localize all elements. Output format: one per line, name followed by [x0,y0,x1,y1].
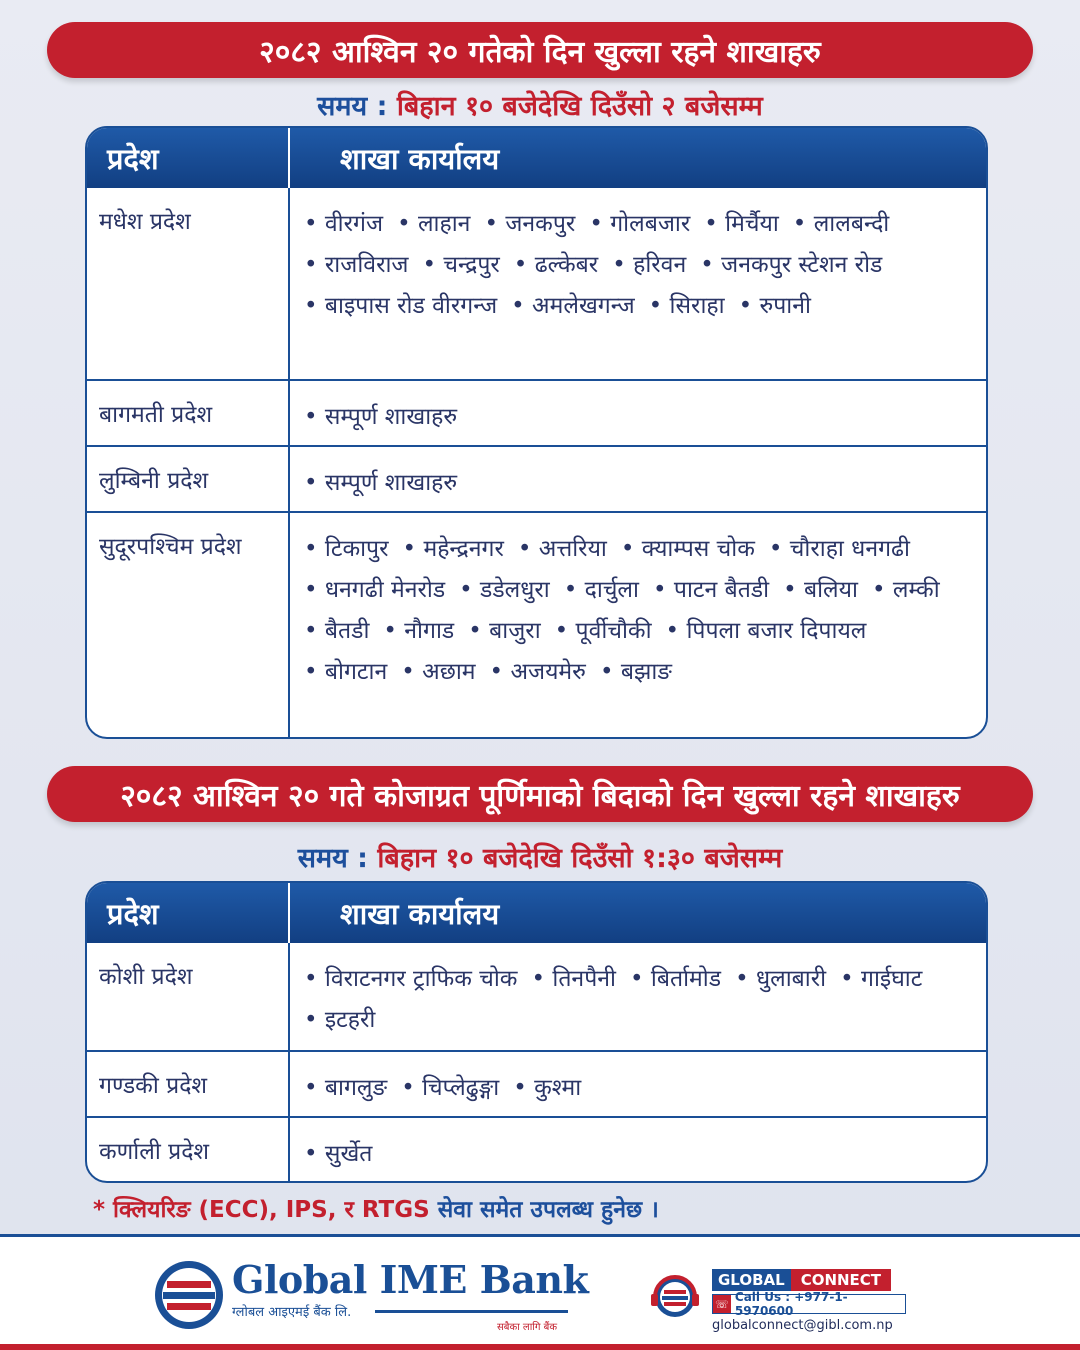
province-cell: लुम्बिनी प्रदेश [87,447,290,511]
branch-item: • पाटन बैतडी [653,570,769,611]
table-header [87,883,986,943]
section2-time [0,838,1080,875]
branch-item: • बैतडी [304,611,369,652]
province-cell: कोशी प्रदेश [87,943,290,1050]
bank-underline [375,1310,568,1313]
note-star: * [93,1197,106,1223]
phone-icon: ☏ [713,1295,731,1313]
table-row [87,511,986,739]
branch-item: • बलिया [783,570,858,611]
branch-item: • टिकापुर [304,529,389,570]
footer-red-strip [0,1344,1080,1350]
section1-table [85,126,988,739]
table-row [87,943,986,1050]
branches-cell [290,513,986,739]
branch-item: • महेन्द्रनगर [403,529,504,570]
header-branch-office: शाखा कार्यालय [340,896,500,931]
branch-item: • बझाङ [600,652,672,693]
branches-cell [290,447,986,511]
branch-item: • बागलुङ [304,1068,387,1109]
section1-time [0,86,1080,123]
branch-item: • चौराहा धनगढी [769,529,910,570]
global-connect-title [712,1269,891,1291]
branch-item: • धनगढी मेनरोड [304,570,445,611]
branch-item: • डडेलधुरा [459,570,550,611]
branch-item: • विराटनगर ट्राफिक चोक [304,959,517,1000]
section2-table [85,881,988,1183]
header-branch-office: शाखा कार्यालय [340,141,500,176]
headset-icon [647,1267,703,1323]
time-label: समय : [297,843,368,874]
branch-item: • मिर्चैया [704,204,779,245]
call-us-box[interactable] [712,1290,906,1318]
section2-banner: २०८२ आश्विन २० गते कोजाग्रत पूर्णिमाको बिदाको दिन खुल्ला रहने शाखाहरु [47,766,1033,822]
branch-item: • इटहरी [304,1000,375,1041]
table-row [87,445,986,511]
time-value: बिहान १० बजेदेखि दिउँसो २ बजेसम्म [396,91,763,122]
call-us-number: Call Us : +977-1-5970600 [734,1290,848,1318]
branch-item: • गाईघाट [840,959,922,1000]
branch-item: • पिपला बजार दिपायल [666,611,867,652]
contact-email[interactable]: globalconnect@gibl.com.np [712,1318,893,1333]
time-value: बिहान १० बजेदेखि दिउँसो १:३० बजेसम्म [377,843,783,874]
province-cell: मधेश प्रदेश [87,188,290,379]
branch-item: • सम्पूर्ण शाखाहरु [304,463,457,504]
note-availability: सेवा समेत उपलब्ध हुनेछ । [437,1197,659,1223]
table-row [87,188,986,379]
province-cell: बागमती प्रदेश [87,381,290,445]
branch-item: • लालबन्दी [793,204,889,245]
branch-item: • जनकपुर [484,204,575,245]
province-cell: सुदूरपश्चिम प्रदेश [87,513,290,739]
branch-item: • अमलेखगन्ज [511,286,635,327]
branch-item: • कुश्मा [513,1068,581,1109]
branches-cell [290,381,986,445]
branch-item: • वीरगंज [304,204,383,245]
branches-cell [290,188,986,379]
branch-item: • हरिवन [612,245,686,286]
table-row [87,379,986,445]
branch-item: • राजविराज [304,245,409,286]
branch-item: • चन्द्रपुर [423,245,500,286]
branch-item: • क्याम्पस चोक [621,529,755,570]
branch-item: • धुलाबारी [735,959,826,1000]
province-cell: कर्णाली प्रदेश [87,1118,290,1183]
header-province: प्रदेश [87,883,290,943]
branch-item: • जनकपुर स्टेशन रोड [700,245,882,286]
branch-item: • बोगटान [304,652,387,693]
table-header [87,128,986,188]
bank-name-nepali: ग्लोबल आइएमई बैंक लि. [232,1305,352,1320]
time-label: समय : [317,91,388,122]
gc-title-global: GLOBAL [712,1269,791,1291]
branch-item: • तिनपैनी [531,959,616,1000]
branch-item: • लम्की [872,570,940,611]
branch-item: • दार्चुला [564,570,639,611]
province-cell: गण्डकी प्रदेश [87,1052,290,1116]
branch-item: • लाहान [397,204,470,245]
branch-item: • गोलबजार [589,204,690,245]
branches-cell [290,943,986,1050]
branch-item: • अजयमेरु [490,652,586,693]
table-row [87,1050,986,1116]
branch-item: • रुपानी [739,286,811,327]
branch-item: • सम्पूर्ण शाखाहरु [304,397,457,438]
branch-item: • बिर्तामोड [630,959,721,1000]
branch-item: • पूर्वीचौकी [555,611,652,652]
bank-name: Global IME Bank [232,1257,589,1302]
footer [0,1234,1080,1350]
branch-item: • ढल्केबर [514,245,598,286]
branch-item: • बाइपास रोड वीरगन्ज [304,286,497,327]
table-row [87,1116,986,1183]
branches-cell [290,1052,986,1116]
branch-item: • सुर्खेत [304,1134,372,1175]
branch-item: • नौगाड [383,611,454,652]
branch-item: • अछाम [401,652,475,693]
section1-banner: २०८२ आश्विन २० गतेको दिन खुल्ला रहने शाखाहरु [47,22,1033,78]
branch-item: • बाजुरा [468,611,540,652]
header-province: प्रदेश [87,128,290,188]
gc-title-connect: CONNECT [791,1269,891,1291]
note-services: क्लियरिङ (ECC), IPS, र RTGS [113,1197,430,1223]
branch-item: • चिप्लेढुङ्गा [401,1068,499,1109]
branches-cell [290,1118,986,1183]
service-note [93,1192,659,1224]
bank-logo-icon [153,1259,225,1331]
bank-tagline: सबैका लागि बैंक [497,1322,558,1333]
branch-item: • अत्तरिया [518,529,607,570]
branch-item: • सिराहा [649,286,725,327]
